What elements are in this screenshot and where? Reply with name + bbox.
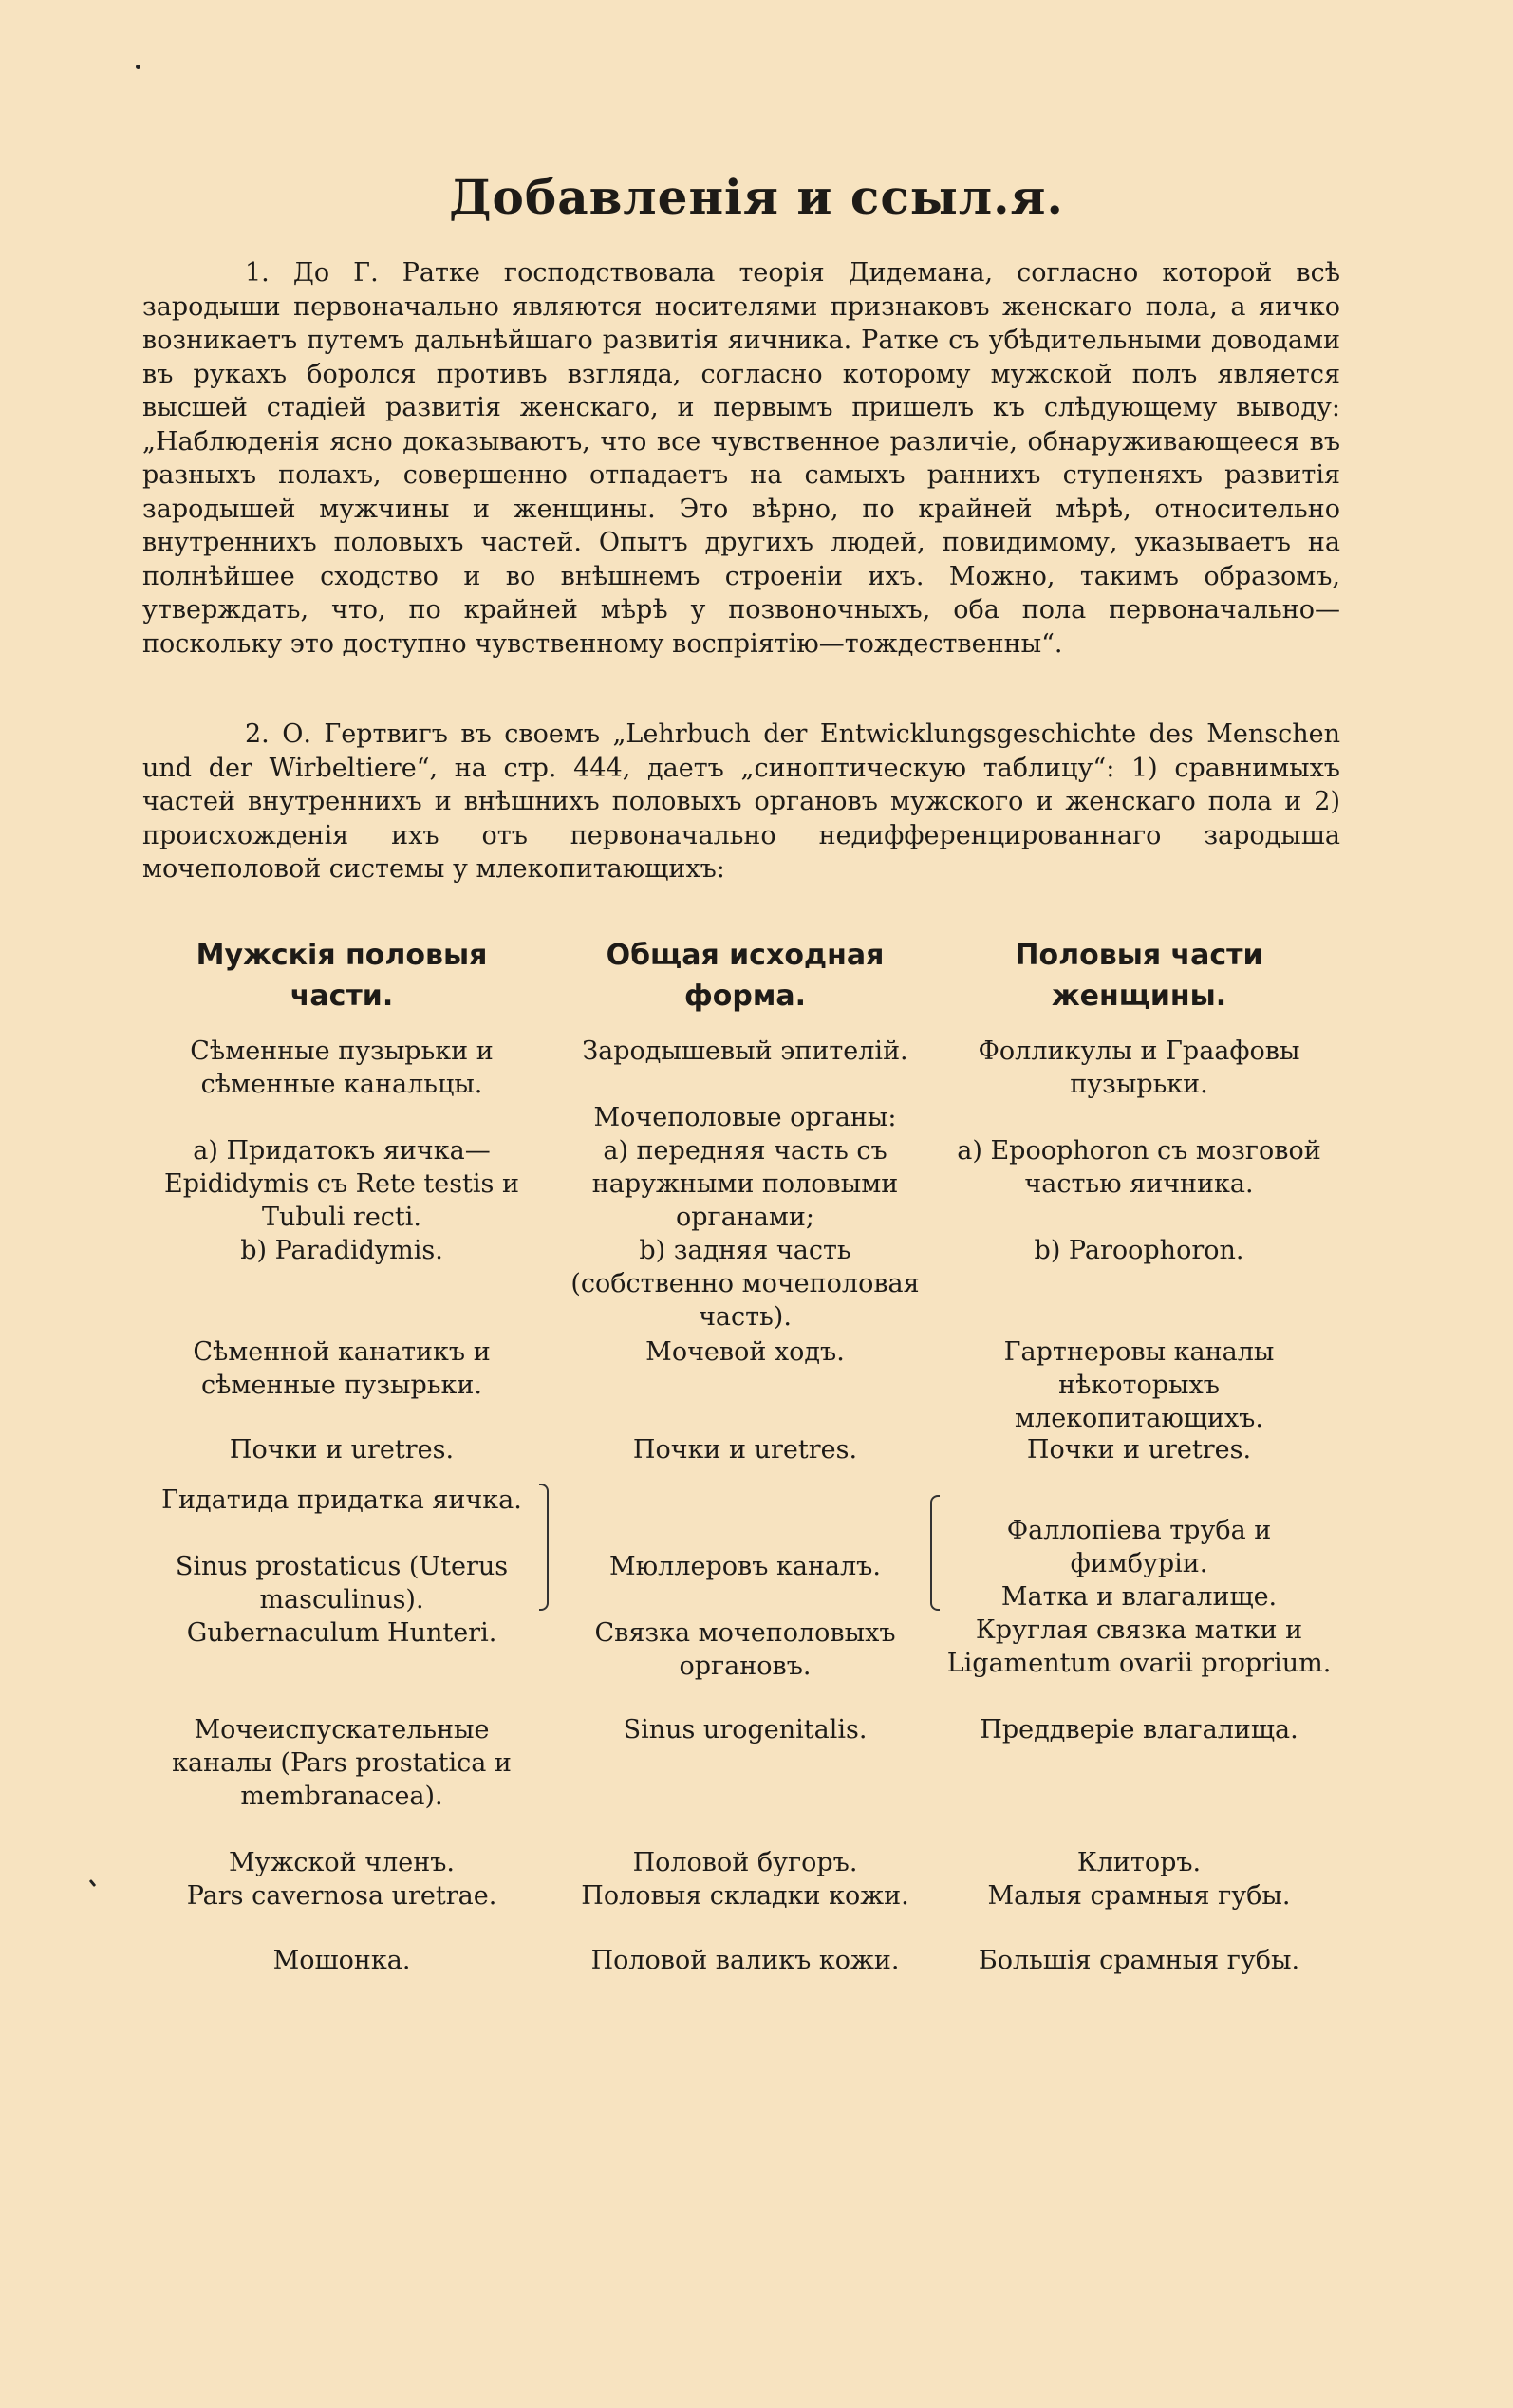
table-cell: b) Paradidymis. xyxy=(240,1236,443,1265)
table-cell: Круглая связка матки и Ligamentum ovarii proprium. xyxy=(946,1615,1332,1678)
table-cell: Почки и uretres. xyxy=(632,1435,858,1465)
table-cell: Почки и uretres. xyxy=(1026,1435,1252,1465)
table-cell: b) Paroophoron. xyxy=(1034,1236,1244,1265)
column-header-common: Общая исходная форма. xyxy=(606,939,885,1013)
table-cell: Половой валикъ кожи. xyxy=(590,1946,900,1975)
table-cell: Половой бугоръ. xyxy=(632,1848,858,1877)
table-cell: a) Epoophoron съ мозговой частью яичника. xyxy=(957,1136,1321,1199)
page-title: Добавленія и ссыл.я. xyxy=(449,169,1064,225)
table-cell: Преддверіе влагалища. xyxy=(980,1715,1298,1745)
table-cell: Фолликулы и Граафовы пузырьки. xyxy=(978,1036,1300,1099)
table-cell: Мюллеровъ каналъ. xyxy=(609,1552,881,1581)
table-cell: Сѣменные пузырьки и сѣменные канальцы. xyxy=(190,1036,494,1099)
table-cell: b) задняя часть (собственно мочеполовая часть). xyxy=(570,1236,920,1332)
table-cell: Мочеполовые органы: xyxy=(593,1103,897,1132)
table-cell: Фаллопіева труба и фимбуріи. xyxy=(1006,1516,1272,1578)
table-cell: Гидатида придатка яичка. xyxy=(161,1485,522,1515)
table-cell: Мужской членъ. xyxy=(229,1848,455,1877)
table-cell: Sinus urogenitalis. xyxy=(623,1715,868,1745)
ink-speck xyxy=(89,1879,96,1887)
table-cell: Клиторъ. xyxy=(1076,1848,1202,1877)
paragraph-1: 1. До Г. Ратке господствовала теорія Дидемана, согласно которой всѣ зародыши первоначально являются носителями признаковъ женскаго пола, а яичко возникаетъ путемъ дальнѣйшаго развитія яичника. Ратке съ убѣдительными доводами въ рукахъ боролся противъ взгляда, согласно которому мужской полъ является высшей стадіей развитія женскаго, и первымъ пришелъ къ слѣдующему выводу: „Наблюденія ясно доказываютъ, что все чувственное различіе, обнаруживающееся въ разныхъ полахъ, совершенно отпадаетъ на самыхъ раннихъ ступеняхъ развитія зародышей мужчины и женщины. Это вѣрно, по крайней мѣрѣ, относительно внутреннихъ половыхъ частей. Опытъ другихъ людей, повидимому, указываетъ на полнѣйшее сходство и во внѣшнемъ строеніи ихъ. Можно, такимъ образомъ, утверждать, что, по крайней мѣрѣ у позвоночныхъ, оба пола первоначально—поскольку это доступно чувственному воспріятію—тождественны“. xyxy=(142,258,1340,659)
table-cell: Матка и влагалище. xyxy=(1000,1582,1278,1612)
brace-right-group xyxy=(930,1495,940,1611)
table-cell: Связка мочеполовыхъ органовъ. xyxy=(594,1618,896,1681)
table-cell: Gubernaculum Hunteri. xyxy=(186,1618,497,1648)
table-cell: Почки и uretres. xyxy=(229,1435,455,1465)
table-cell: Большія срамныя губы. xyxy=(978,1946,1300,1975)
table-cell: Зародышевый эпителій. xyxy=(582,1036,908,1066)
paragraph-2: 2. О. Гертвигъ въ своемъ „Lehrbuch der Entwicklungsgeschichte des Menschen und der Wirbeltiere“, на стр. 444, даетъ „синоптическую таблицу“: 1) сравнимыхъ частей внутреннихъ и внѣшнихъ половыхъ органовъ мужского и женскаго пола и 2) происхожденія ихъ отъ первоначально недифференцированнаго зародыша мочеполовой системы у млекопитающихъ: xyxy=(142,719,1340,884)
table-cell: Малыя срамныя губы. xyxy=(987,1881,1291,1911)
table-cell: a) передняя часть съ наружными половыми органами; xyxy=(591,1136,899,1232)
table-cell: Sinus prostaticus (Uterus masculinus). xyxy=(175,1552,509,1615)
column-header-female: Половыя части женщины. xyxy=(1015,939,1263,1013)
brace-left-group xyxy=(539,1484,549,1611)
table-cell: Сѣменной канатикъ и сѣменные пузырьки. xyxy=(193,1337,491,1400)
table-cell: Мошонка. xyxy=(272,1946,411,1975)
table-cell: Мочевой ходъ. xyxy=(645,1337,845,1367)
table-cell: a) Придатокъ яичка—Epididymis съ Rete testis и Tubuli recti. xyxy=(164,1136,519,1232)
table-cell: Гартнеровы каналы нѣкоторыхъ млекопитающихъ. xyxy=(1003,1337,1275,1433)
table-cell: Pars cavernosa uretrae. xyxy=(186,1881,497,1911)
ink-speck xyxy=(136,65,140,69)
table-cell: Мочеиспускательные каналы (Pars prostatica и membranacea). xyxy=(172,1715,512,1811)
column-header-male: Мужскія половыя части. xyxy=(196,939,488,1013)
table-cell: Половыя складки кожи. xyxy=(581,1881,909,1911)
